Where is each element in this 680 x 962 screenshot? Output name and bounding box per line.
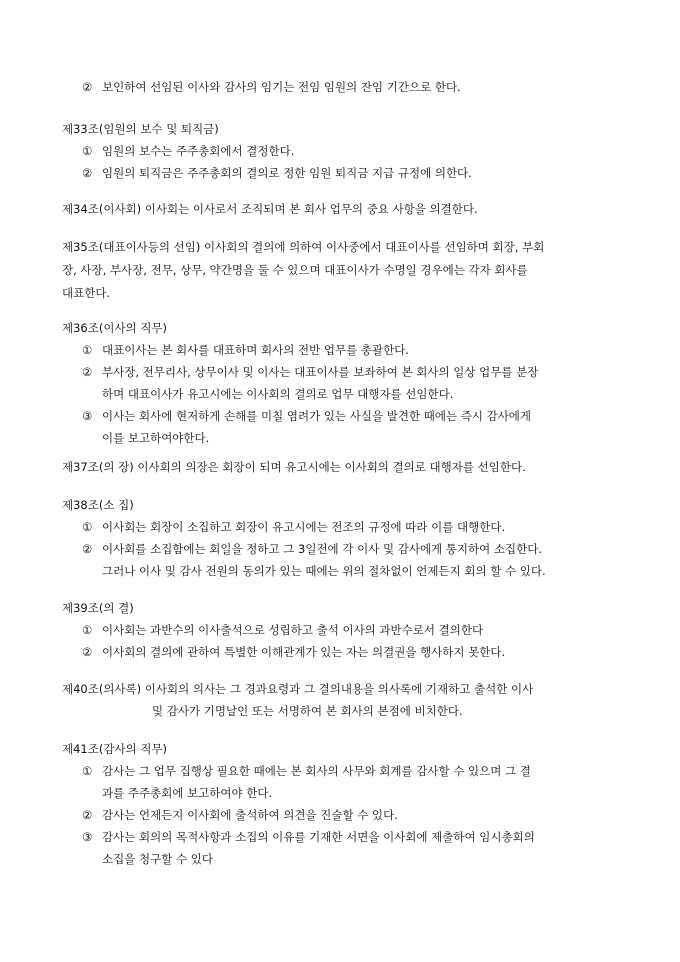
clause-text: 이사회의 결의에 관하여 특별한 이해관계가 있는 자는 의결권을 행사하지 못한다. [102,645,506,659]
clause-continuation: 하며 대표이사가 유고시에는 이사회의 결의로 업무 대행자를 선임한다. [102,387,454,401]
clause-item [62,619,622,641]
clause-number: ② [82,166,93,180]
article-heading: 제39조(의 결) [62,601,134,615]
clause-number: ① [82,343,93,357]
clause-number: ① [82,764,93,778]
clause-number: ② [82,542,93,556]
clause-item [62,140,622,162]
clause-number: ① [82,623,93,637]
clause-text: 감사는 회의의 목적사항과 소집의 이유를 기재한 서면을 이사회에 제출하여 임시총회의 [102,830,535,844]
article-39 [62,597,622,663]
article-text: 제37조(의 장) 이사회의 의장은 회장이 되며 유고시에는 이사회의 결의로 대행자를 선임한다. [62,460,526,474]
clause-text: 보인하여 선임된 이사와 감사의 임기는 전임 임원의 잔임 기간으로 한다. [102,80,461,94]
article-38 [62,494,622,582]
clause-number: ③ [82,409,93,423]
article-41 [62,738,622,870]
article-37 [62,456,622,478]
clause-item [62,76,622,98]
clause-text: 부사장, 전무리사, 상무이사 및 이사는 대표이사를 보좌하여 본 회사의 일상 업무를 분장 [102,365,539,379]
article-heading: 제41조(감사의 직무) [62,742,168,756]
article-text-line: 대표한다. [62,286,111,300]
clause-text: 이사회를 소집함에는 회일을 정하고 그 3일전에 각 이사 및 감사에게 통지하여 소집한다. [102,542,542,556]
article-33 [62,118,622,184]
article-40 [62,678,622,722]
clause-text: 임원의 퇴직금은 주주총회의 결의로 정한 임원 퇴직금 지급 규정에 의한다. [102,166,472,180]
clause-text: 이사회는 과반수의 이사출석으로 성립하고 출석 이사의 과반수로서 결의한다 [102,623,484,637]
clause-text: 감사는 언제든지 이사회에 출석하여 의견을 진술할 수 있다. [102,808,398,822]
clause-continuation: 과를 주주총회에 보고하여야 한다. [102,786,273,800]
clause-continuation: 그러나 이사 및 감사 전원의 동의가 있는 때에는 위의 절차없이 언제든지 회의 할 수 있다. [102,564,546,578]
clause-number: ② [82,808,93,822]
clause-text: 이사회는 회장이 소집하고 회장이 유고시에는 전조의 규정에 따라 이를 대행한다. [102,520,506,534]
article-text-line: 및 감사가 기명날인 또는 서명하여 본 회사의 본점에 비치한다. [152,704,463,718]
clause-item [62,361,622,383]
article-heading: 제33조(임원의 보수 및 퇴직금) [62,122,219,136]
clause-item [62,339,622,361]
clause-item [62,826,622,848]
article-text: 제34조(이사회) 이사회는 이사로서 조직되며 본 회사 업무의 중요 사항을 의결한다. [62,202,478,216]
article-text-line: 장, 사장, 부사장, 전무, 상무, 약간명을 둘 수 있으며 대표이사가 수명일 경우에는 각자 회사를 [62,263,528,277]
clause-text: 임원의 보수는 주주총회에서 결정한다. [102,144,295,158]
article-heading: 제38조(소 집) [62,498,134,512]
clause-number: ③ [82,830,93,844]
article-34 [62,198,622,220]
clause-item [62,538,622,560]
clause-continuation: 소집을 청구할 수 있다 [102,852,213,866]
article-35 [62,236,622,305]
clause-item [62,804,622,826]
clause-number: ② [82,365,93,379]
clause-number: ① [82,520,93,534]
article-36 [62,317,622,449]
clause-item [62,641,622,663]
intro-clause [62,76,622,98]
article-text-line: 제35조(대표이사등의 선임) 이사회의 결의에 의하여 이사중에서 대표이사를 선임하며 회장, 부회 [62,240,545,254]
clause-text: 이사는 회사에 현저하게 손해를 미칠 염려가 있는 사실을 발견한 때에는 즉시 감사에게 [102,409,532,423]
clause-number: ② [82,645,93,659]
clause-text: 대표이사는 본 회사를 대표하며 회사의 전반 업무를 총괄한다. [102,343,409,357]
clause-item [62,760,622,782]
clause-item [62,405,622,427]
clause-item [62,516,622,538]
clause-text: 감사는 그 업무 집행상 필요한 때에는 본 회사의 사무와 회계를 감사할 수 있으며 그 결 [102,764,531,778]
clause-continuation: 이를 보고하여야한다. [102,431,210,445]
clause-number: ② [82,80,93,94]
clause-number: ① [82,144,93,158]
article-heading: 제36조(이사의 직무) [62,321,168,335]
clause-item [62,162,622,184]
article-text-line: 제40조(의사록) 이사회의 의사는 그 경과요령과 그 결의내용을 의사록에 기재하고 출석한 이사 [62,682,534,696]
